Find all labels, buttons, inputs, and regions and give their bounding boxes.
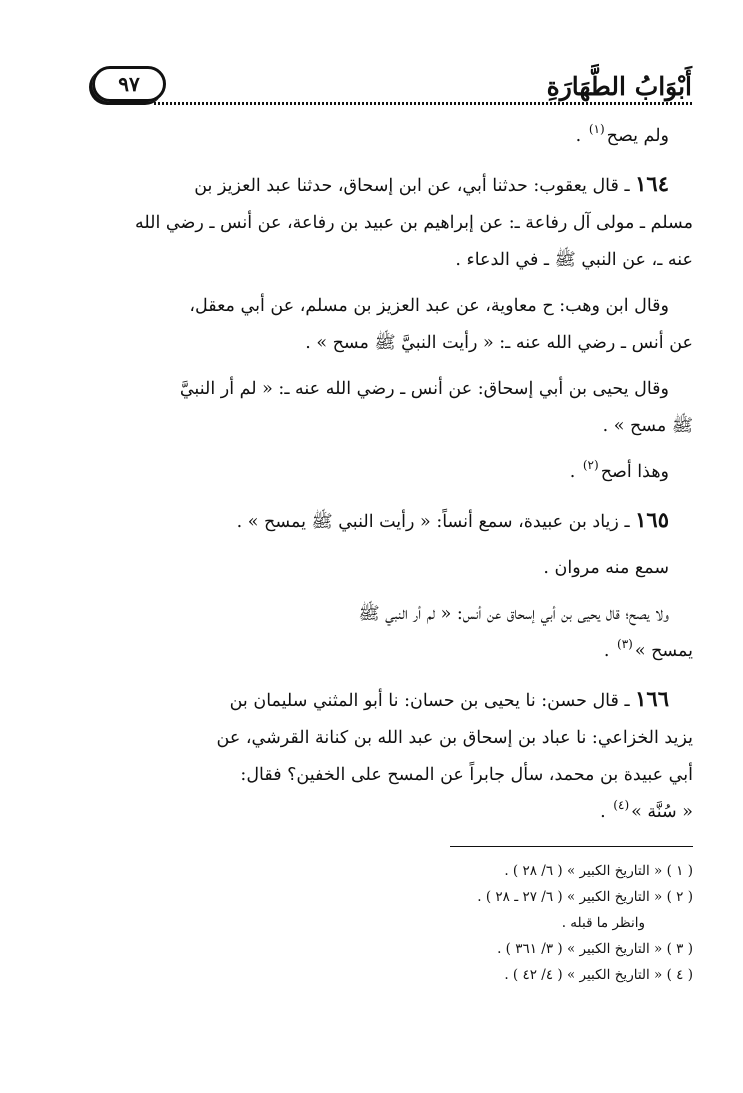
paragraph-la-yasihh — [88, 596, 693, 671]
paragraph-marwan — [88, 550, 693, 587]
paragraph-yahya — [88, 371, 693, 445]
paragraph-164 — [88, 165, 693, 279]
footnote-2: ( ٢ ) « التاريخ الكبير » ( ٦/ ٢٧ ـ ٢٨ ) . — [477, 889, 693, 905]
text-end: . — [603, 641, 610, 661]
text-line-content: يمسح » — [634, 641, 693, 661]
text-line-content: ـ قال يعقوب: حدثنا أبي، عن ابن إسحاق، حدثنا عبد العزيز بن — [194, 176, 630, 196]
text-line — [88, 680, 693, 720]
text-line: وهذا أصح — [600, 462, 669, 482]
footnote-ref: (٤) — [613, 798, 630, 812]
footnote-ref: (٣) — [617, 637, 633, 651]
footnote-ref: (٢) — [582, 458, 599, 472]
text-line: وقال يحيى بن أبي إسحاق: عن أنس ـ رضي الله عنه ـ: « لم أر النبيَّ — [179, 379, 669, 399]
text-end: . — [569, 462, 576, 482]
entry-number: ١٦٦ — [635, 686, 669, 711]
paragraph-ibn-wahb — [88, 288, 693, 362]
text-line: ﷺ مسح » . — [602, 416, 693, 436]
footnote-ref: (١) — [588, 122, 605, 136]
text-line: عن أنس ـ رضي الله عنه ـ: « رأيت النبيَّ ﷺ مسح » . — [305, 333, 693, 353]
footnotes — [293, 858, 693, 988]
text-end: . — [600, 802, 606, 822]
text-line: سمع منه مروان . — [543, 558, 669, 578]
header-dotted-rule — [154, 102, 692, 105]
page-header — [92, 58, 692, 110]
entry-number: ١٦٤ — [635, 171, 669, 196]
text-line-content: « سُنَّة » — [631, 802, 693, 822]
text-line: عنه ـ، عن النبي ﷺ ـ في الدعاء . — [455, 250, 693, 270]
text-line: يزيد الخزاعي: نا عباد بن إسحاق بن عبد الله بن كنانة القرشي، عن — [216, 728, 693, 748]
text-line: وقال ابن وهب: ح معاوية، عن عبد العزيز بن مسلم، عن أبي معقل، — [189, 296, 669, 316]
text-line — [88, 165, 693, 205]
paragraph-166 — [88, 680, 693, 832]
main-text — [88, 118, 693, 841]
paragraph-0 — [88, 118, 693, 156]
entry-number: ١٦٥ — [635, 507, 669, 532]
footnote-2-note: وانظر ما قبله . — [561, 915, 645, 931]
text-line: أبي عبيدة بن محمد، سأل جابراً عن المسح على الخفين؟ فقال: — [240, 765, 693, 785]
footnote-separator — [450, 846, 693, 847]
text-line-content: ـ قال حسن: نا يحيى بن حسان: نا أبو المثني سليمان بن — [229, 691, 630, 711]
chapter-title: أَبْوَابُ الطَّهَارَةِ — [546, 72, 692, 101]
footnote-4: ( ٤ ) « التاريخ الكبير » ( ٤/ ٤٢ ) . — [504, 967, 693, 983]
text-line: ولا يصح؛ قال يحيى بن أبي إسحاق عن أنس: « لم أر النبي ﷺ — [358, 604, 669, 624]
footnote-1: ( ١ ) « التاريخ الكبير » ( ٦/ ٢٨ ) . — [504, 863, 693, 879]
text-line: ولم يصح — [606, 126, 669, 146]
text-line: مسلم ـ مولى آل رفاعة ـ: عن إبراهيم بن عبيد بن رفاعة، عن أنس ـ رضي الله — [134, 213, 693, 233]
footnote-3: ( ٣ ) « التاريخ الكبير » ( ٣/ ٣٦١ ) . — [497, 941, 693, 957]
page-number-badge: ٩٧ — [92, 66, 166, 102]
text-line: ـ زياد بن عبيدة، سمع أنساً: « رأيت النبي ﷺ يمسح » . — [236, 512, 630, 532]
paragraph-165 — [88, 501, 693, 541]
text-line-with-ref — [88, 633, 693, 671]
text-line-with-ref — [88, 794, 693, 832]
paragraph-asahh — [88, 454, 693, 492]
text-end: . — [575, 126, 582, 146]
